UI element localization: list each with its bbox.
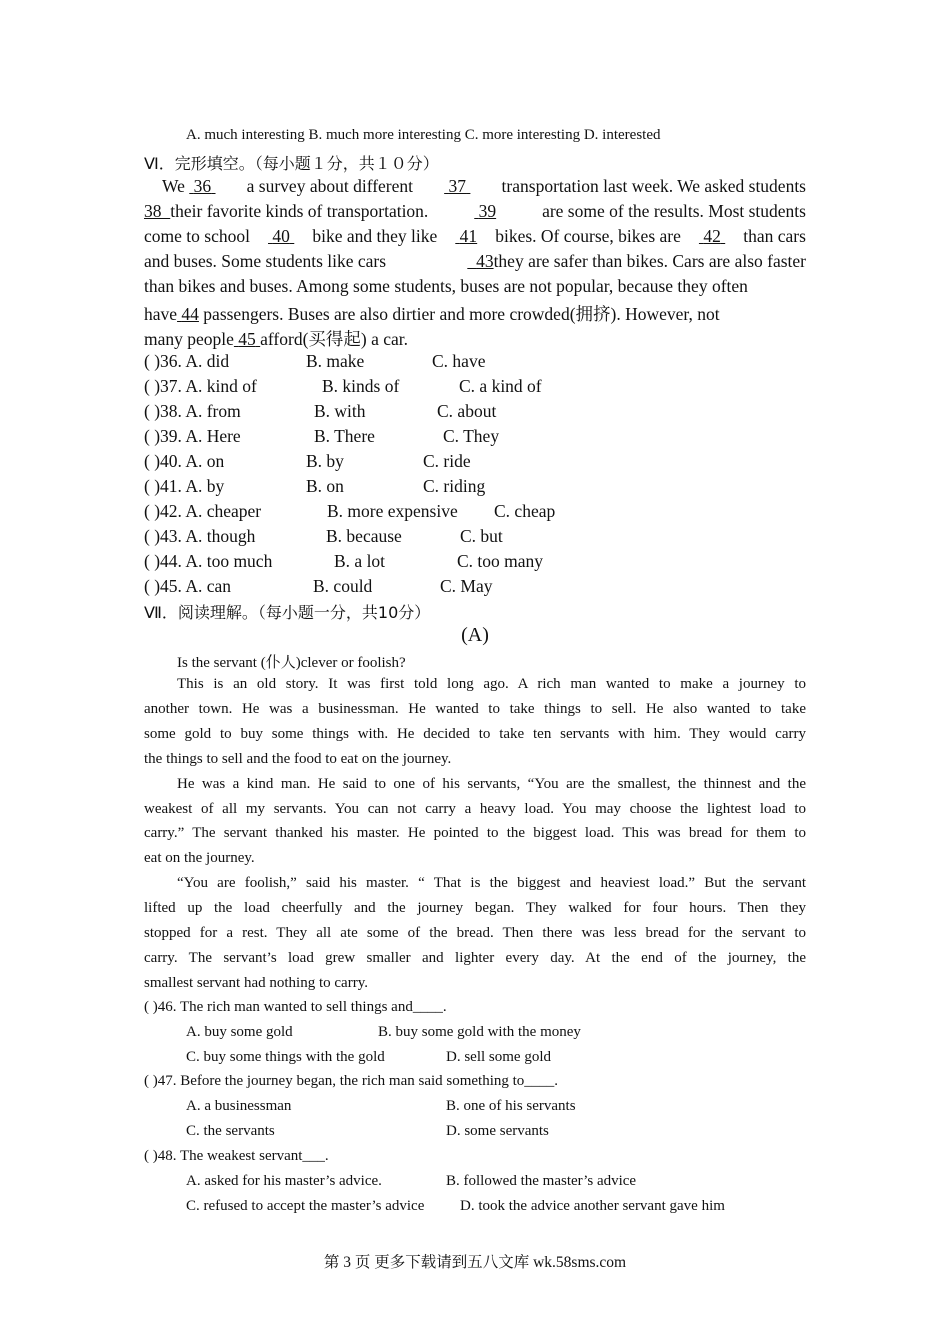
cloze-question-43: ( )43. A. though <box>144 526 256 546</box>
q46-option-b: B. buy some gold with the money <box>378 1024 581 1040</box>
q46-option-a: A. buy some gold <box>186 1024 293 1040</box>
q47-option-a: A. a businessman <box>186 1098 292 1114</box>
q48-option-b: B. followed the master’s advice <box>446 1173 637 1189</box>
passage-line: smallest servant had nothing to carry. <box>144 974 368 991</box>
cloze-option-c: C. ride <box>423 451 471 471</box>
cloze-option-c: C. a kind of <box>459 376 542 396</box>
page-footer: 第 3 页 更多下载请到五八文库 wk.58sms.com <box>323 1254 627 1271</box>
cloze-line-4: and buses. Some students like cars 43they are safer than bikes. Cars are also faster <box>144 251 806 271</box>
cloze-line-6: have 44 passengers. Buses are also dirtier and more crowded(拥挤). However, not <box>144 304 720 324</box>
cloze-line-1: We 36 a survey about different 37 transportation last week. We asked students <box>162 176 806 196</box>
section6-title: Ⅵ．完形填空。（每小题１分，共１０分） <box>144 154 439 173</box>
passage-line: eat on the journey. <box>144 850 255 867</box>
passage-line: weakest of all my servants. You can not carry a heavy load. You may choose the lightest load to <box>144 800 806 817</box>
cloze-question-41: ( )41. A. by <box>144 476 225 496</box>
q46-option-c: C. buy some things with the gold <box>186 1049 385 1065</box>
question-47: ( )47. Before the journey began, the rich man said something to____. <box>144 1073 559 1089</box>
cloze-option-b: B. on <box>306 476 344 496</box>
cloze-option-c: C. about <box>437 401 497 421</box>
cloze-line-5: than bikes and buses. Among some students, buses are not popular, because they often <box>144 276 748 296</box>
cloze-question-45: ( )45. A. can <box>144 576 231 596</box>
passage-label: (A) <box>461 624 489 646</box>
cloze-question-38: ( )38. A. from <box>144 401 241 421</box>
cloze-question-42: ( )42. A. cheaper <box>144 501 262 521</box>
cloze-option-b: B. kinds of <box>322 376 400 396</box>
cloze-question-39: ( )39. A. Here <box>144 426 241 446</box>
section7-title: Ⅶ．阅读理解。（每小题一分，共10分） <box>144 603 431 622</box>
cloze-option-b: B. could <box>313 576 373 596</box>
cloze-question-37: ( )37. A. kind of <box>144 376 257 396</box>
cloze-option-c: C. riding <box>423 476 486 496</box>
cloze-question-40: ( )40. A. on <box>144 451 225 471</box>
cloze-line-2: 38 their favorite kinds of transportation. 39 are some of the results. Most students <box>144 201 806 221</box>
cloze-option-c: C. have <box>432 351 486 371</box>
cloze-option-b: B. a lot <box>334 551 386 571</box>
cloze-option-b: B. by <box>306 451 344 471</box>
cloze-option-c: C. May <box>440 576 493 596</box>
cloze-line-3: come to school 40 bike and they like 41 bikes. Of course, bikes are 42 than cars <box>144 226 806 246</box>
cloze-option-c: C. They <box>443 426 500 446</box>
question-46: ( )46. The rich man wanted to sell things and____. <box>144 999 447 1015</box>
passage-line: lifted up the load cheerfully and the journey began. They walked for four hours. Then they <box>144 900 806 917</box>
q47-option-c: C. the servants <box>186 1123 275 1139</box>
question-48: ( )48. The weakest servant___. <box>144 1148 329 1164</box>
passage-line: “You are foolish,” said his master. “ That is the biggest and heaviest load.” But the servant <box>177 875 806 892</box>
cloze-option-b: B. more expensive <box>327 501 458 521</box>
q48-option-a: A. asked for his master’s advice. <box>186 1173 382 1189</box>
cloze-option-c: C. cheap <box>494 501 556 521</box>
passage-line: He was a kind man. He said to one of his servants, “You are the smallest, the thinnest and the <box>177 775 806 792</box>
passage-title: Is the servant (仆人)clever or foolish? <box>177 655 406 671</box>
passage-line: stopped for a rest. They all ate some of the bread. Then there was less bread for the servant to <box>144 925 806 941</box>
q47-option-b: B. one of his servants <box>446 1098 576 1114</box>
passage-line: carry. The servant’s load grew smaller and lighter every day. At the end of the journey, the <box>144 949 806 966</box>
cloze-option-b: B. make <box>306 351 365 371</box>
cloze-line-7: many people 45 afford(买得起) a car. <box>144 329 409 349</box>
q48-option-d: D. took the advice another servant gave him <box>460 1198 725 1214</box>
cloze-option-c: C. too many <box>457 551 544 571</box>
top-options: A. much interesting B. much more interesting C. more interesting D. interested <box>186 127 661 143</box>
passage-line: some gold to buy some things with. He decided to take ten servants with him. They would carry <box>144 725 806 742</box>
passage-line: This is an old story. It was first told long ago. A rich man wanted to make a journey to <box>177 676 806 692</box>
q47-option-d: D. some servants <box>446 1123 549 1139</box>
cloze-question-44: ( )44. A. too much <box>144 551 273 571</box>
cloze-option-b: B. with <box>314 401 366 421</box>
q48-option-c: C. refused to accept the master’s advice <box>186 1198 425 1214</box>
cloze-option-b: B. There <box>314 426 375 446</box>
passage-line: carry.” The servant thanked his master. He pointed to the biggest load. This was bread for them to <box>144 825 806 842</box>
passage-line: the things to sell and the food to eat on the journey. <box>144 750 452 767</box>
cloze-question-36: ( )36. A. did <box>144 351 230 371</box>
cloze-option-b: B. because <box>326 526 402 546</box>
passage-line: another town. He was a businessman. He wanted to take things to sell. He also wanted to take <box>144 700 806 717</box>
cloze-option-c: C. but <box>460 526 503 546</box>
q46-option-d: D. sell some gold <box>446 1049 551 1065</box>
